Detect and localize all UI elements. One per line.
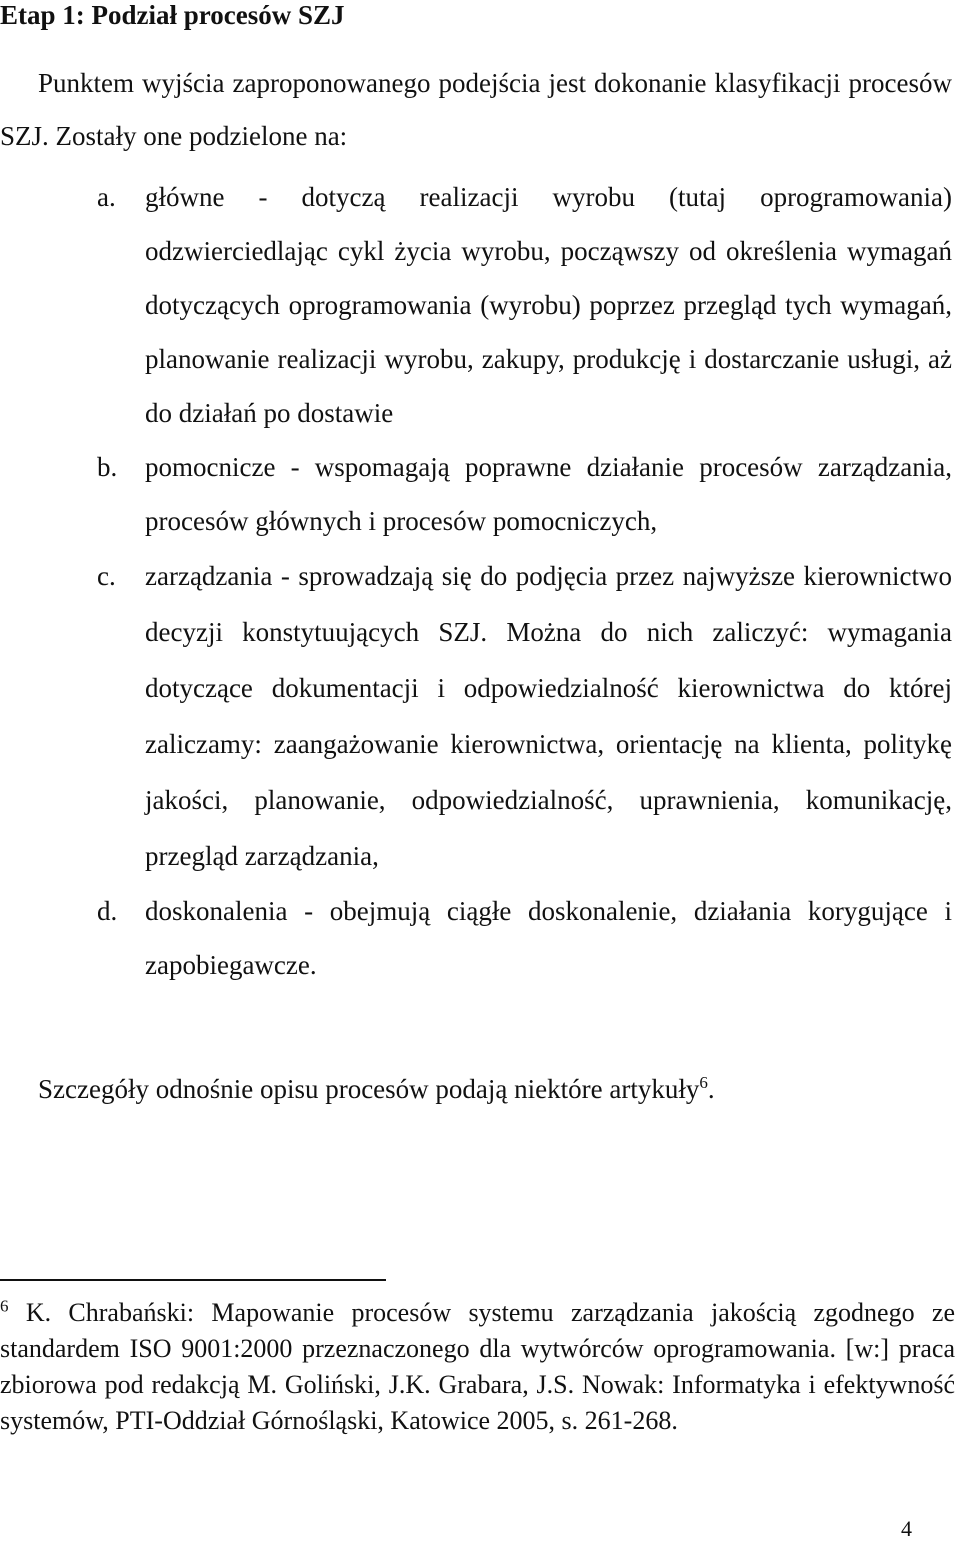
closing-period: . xyxy=(707,1074,715,1104)
list-item-main-processes xyxy=(0,170,952,440)
list-marker: d. xyxy=(97,896,118,926)
list-marker: a. xyxy=(97,182,116,212)
footnote-separator xyxy=(0,1279,386,1281)
section-heading: Etap 1: Podział procesów SZJ xyxy=(0,0,345,30)
list-item-support-processes xyxy=(0,440,952,548)
process-list xyxy=(0,170,952,992)
footnote xyxy=(0,1295,955,1439)
list-item-management-processes xyxy=(0,548,952,884)
closing-sentence xyxy=(38,1062,715,1116)
list-item-text: pomocnicze - wspomagają poprawne działanie procesów zarządzania, procesów głównych i procesów pomocniczych, xyxy=(145,452,952,536)
list-item-text: główne - dotyczą realizacji wyrobu (tutaj oprogramowania) odzwierciedlając cykl życia wyrobu, począwszy od określenia wymagań dotyczących oprogramowania (wyrobu) poprzez przegląd tych wymagań, planowanie realizacji wyrobu, zakupy, produkcję i dostarczanie usługi, aż do działań po dostawie xyxy=(145,182,952,428)
footnote-text: K. Chrabański: Mapowanie procesów systemu zarządzania jakością zgodnego ze standardem ISO 9001:2000 przeznaczonego dla wytwórców oprogramowania. [w:] praca zbiorowa pod redakcją M. Goliński, J.K. Grabara, J.S. Nowak: Informatyka i efektywność systemów, PTI-Oddział Górnośląski, Katowice 2005, s. 261-268. xyxy=(0,1298,955,1435)
list-item-improvement-processes xyxy=(0,884,952,992)
intro-paragraph: Punktem wyjścia zaproponowanego podejścia jest dokonanie klasyfikacji procesów SZJ. Zostały one podzielone na: xyxy=(0,68,952,151)
footnote-number: 6 xyxy=(0,1296,9,1316)
list-marker: c. xyxy=(97,561,116,591)
list-item-text: zarządzania - sprowadzają się do podjęcia przez najwyższe kierownictwo decyzji konstytuujących SZJ. Można do nich zaliczyć: wymagania dotyczące dokumentacji i odpowiedzialność kierownictwa do której zaliczamy: zaangażowanie kierownictwa, orientację na klienta, politykę jakości, planowanie, odpowiedzialność, uprawnienia, komunikację, przegląd zarządzania, xyxy=(145,561,952,871)
list-item-text: doskonalenia - obejmują ciągłe doskonalenie, działania korygujące i zapobiegawcze. xyxy=(145,896,952,980)
list-marker: b. xyxy=(97,452,118,482)
page-number: 4 xyxy=(901,1516,912,1541)
footnote-reference: 6 xyxy=(699,1073,708,1092)
closing-text: Szczegóły odnośnie opisu procesów podają niektóre artykuły xyxy=(38,1074,700,1104)
